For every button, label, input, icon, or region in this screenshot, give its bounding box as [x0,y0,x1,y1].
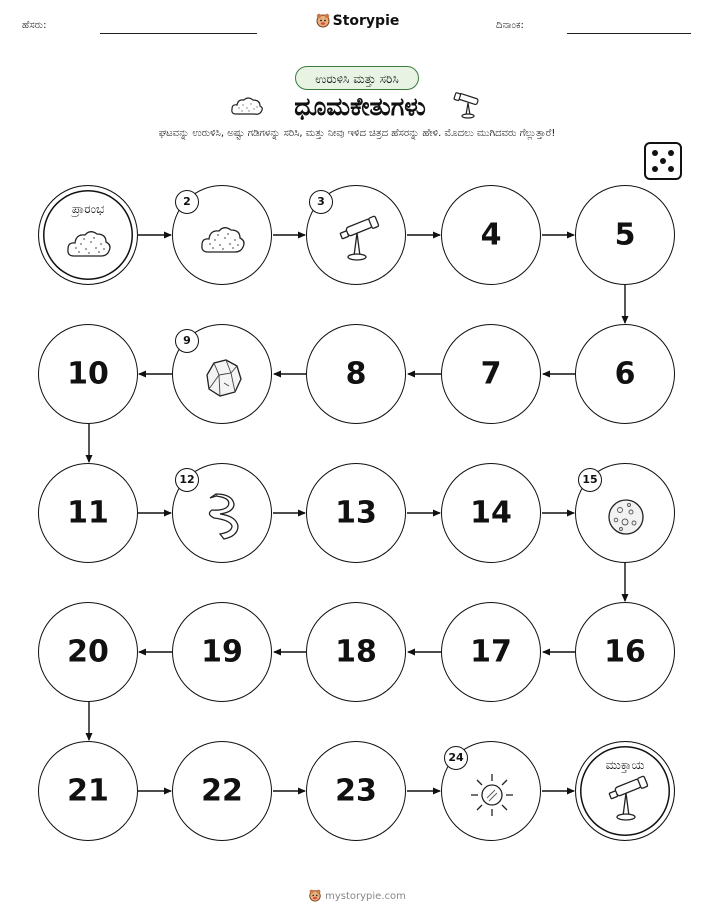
cell-number: 18 [335,634,377,670]
cell-number: 23 [335,773,377,809]
comet-nucleus-icon [601,492,651,542]
board-cell-24[interactable] [441,741,541,841]
board-cell-20[interactable] [38,602,138,702]
cell-number: 7 [480,356,502,392]
board-cell-8[interactable] [306,324,406,424]
cell-number: 4 [480,217,502,253]
board-cell-15[interactable] [575,463,675,563]
footer-url[interactable]: mystorypie.com [325,891,406,902]
board-cell-17[interactable] [441,602,541,702]
board-cell-19[interactable] [172,602,272,702]
board-cell-6[interactable] [575,324,675,424]
storypie-logo-icon [308,888,322,902]
finish-label: ಮುಕ್ತಾಯ [605,758,645,772]
cell-number: 17 [470,634,512,670]
rock-icon [198,353,248,403]
cell-number: 10 [67,356,109,392]
board-cell-12[interactable] [172,463,272,563]
cell-number-badge: 24 [444,746,468,770]
start-label: ಪ್ರಾರಂಭ [71,202,105,216]
cell-number: 22 [201,773,243,809]
brand-name: Storypie [332,13,400,29]
cell-number: 21 [67,773,109,809]
sun-icon [467,770,517,820]
board-cell-2[interactable] [172,185,272,285]
date-label: ದಿನಾಂಕ: [496,20,524,31]
board-cell-7[interactable] [441,324,541,424]
board-cell-10[interactable] [38,324,138,424]
footer [0,888,714,902]
cell-number: 6 [614,356,636,392]
cell-number-badge: 3 [309,190,333,214]
cell-number-badge: 2 [175,190,199,214]
cell-number-badge: 9 [175,329,199,353]
board-cell-21[interactable] [38,741,138,841]
board-cell-finish[interactable] [575,741,675,841]
cell-number: 19 [201,634,243,670]
telescope-icon [601,774,651,824]
board-cell-22[interactable] [172,741,272,841]
cell-number: 8 [345,356,367,392]
telescope-icon [332,214,382,264]
board-cell-4[interactable] [441,185,541,285]
board-cell-18[interactable] [306,602,406,702]
cell-number: 13 [335,495,377,531]
board-cell-3[interactable] [306,185,406,285]
ribbon-icon [198,492,248,542]
board-cell-start[interactable] [38,185,138,285]
cell-number: 14 [470,495,512,531]
instructions: ಘಟವನ್ನು ಉರುಳಿಸಿ, ಅಷ್ಟು ಗಡಿಗಳನ್ನು ಸರಿಸಿ, ಮತ್ತು ನೀವು ಇಳಿದ ಚಿತ್ರದ ಹೆಸರನ್ನು ಹೇಳಿ. ಮೊದಲು ಮುಗಿದವರು ಗೆಲ್ಲುತ್ತಾರೆ! [158,128,556,139]
board-cell-23[interactable] [306,741,406,841]
cell-number: 20 [67,634,109,670]
cell-number: 5 [614,217,636,253]
board-cell-13[interactable] [306,463,406,563]
board-cell-5[interactable] [575,185,675,285]
name-label: ಹೆಸರು: [22,20,47,31]
activity-badge: ಉರುಳಿಸಿ ಮತ್ತು ಸರಿಸಿ [295,66,419,90]
cell-number: 11 [67,495,109,531]
cloud-icon [64,218,114,268]
cell-number-badge: 15 [578,468,602,492]
cloud-icon [198,214,248,264]
board-cell-9[interactable] [172,324,272,424]
board-cell-16[interactable] [575,602,675,702]
board-cell-11[interactable] [38,463,138,563]
board-cell-14[interactable] [441,463,541,563]
cell-number: 16 [604,634,646,670]
cell-number-badge: 12 [175,468,199,492]
page-title: ಧೂಮಕೇತುಗಳು [294,92,426,121]
